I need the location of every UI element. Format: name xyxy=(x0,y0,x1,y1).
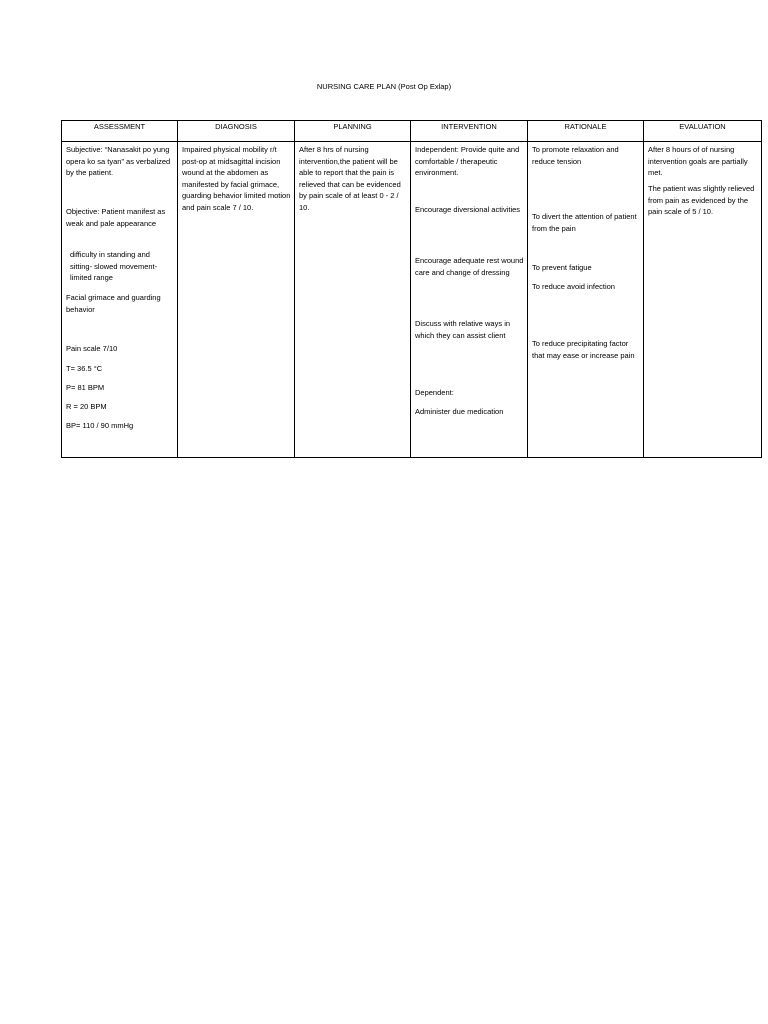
header-diagnosis: DIAGNOSIS xyxy=(178,121,295,142)
rationale-divert: To divert the attention of patient from the pain xyxy=(532,212,637,233)
blood-pressure-vital: BP= 110 / 90 mmHg xyxy=(66,421,134,430)
rationale-cell xyxy=(528,142,644,458)
temperature-vital: T= 36.5 °C xyxy=(66,364,103,373)
relative-intervention: Discuss with relative ways in which they can assist client xyxy=(415,319,511,340)
grimace-note: Facial grimace and guarding behavior xyxy=(66,293,161,314)
header-rationale: RATIONALE xyxy=(528,121,644,142)
dependent-label: Dependent: xyxy=(415,388,454,397)
rationale-precipitating: To reduce precipitating factor that may ease or increase pain xyxy=(532,339,635,360)
planning-text: After 8 hrs of nursing intervention,the patient will be able to report that the pain is relieved that can be evidenced by pain scale of at least 0 - 2 / 10. xyxy=(299,145,401,212)
evaluation-goals: After 8 hours of of nursing intervention goals are partially met. xyxy=(648,145,748,178)
rest-intervention: Encourage adequate rest wound care and change of dressing xyxy=(415,256,524,277)
independent-intervention: Independent: Provide quite and comfortable / therapeutic environment. xyxy=(415,145,520,178)
planning-cell xyxy=(295,142,411,458)
header-planning: PLANNING xyxy=(295,121,411,142)
nursing-care-plan-table xyxy=(61,120,762,458)
diagnosis-text: Impaired physical mobility r/t post-op at midsagittal incision wound at the abdomen as manifested by facial grimace, guarding behavior limited motion and pain scale 7 / 10. xyxy=(182,145,291,212)
pulse-vital: P= 81 BPM xyxy=(66,383,105,392)
rationale-infection: To reduce avoid infection xyxy=(532,282,615,291)
assessment-cell xyxy=(62,142,178,458)
pain-scale: Pain scale 7/10 xyxy=(66,344,118,353)
evaluation-relief: The patient was slightly relieved from pain as evidenced by the pain scale of 5 / 10. xyxy=(648,184,755,217)
care-plan-row xyxy=(62,142,762,458)
difficulty-note: difficulty in standing and sitting- slowed movement- limited range xyxy=(70,250,158,283)
objective-data: Objective: Patient manifest as weak and pale appearance xyxy=(66,207,166,228)
header-row xyxy=(62,121,762,142)
medication-intervention: Administer due medication xyxy=(415,407,504,416)
diagnosis-cell xyxy=(178,142,295,458)
header-assessment: ASSESSMENT xyxy=(62,121,178,142)
header-intervention: INTERVENTION xyxy=(411,121,528,142)
document-title: NURSING CARE PLAN (Post Op Exlap) xyxy=(316,82,452,91)
respiration-vital: R = 20 BPM xyxy=(66,402,107,411)
rationale-relaxation: To promote relaxation and reduce tension xyxy=(532,145,619,166)
header-evaluation: EVALUATION xyxy=(644,121,762,142)
rationale-fatigue: To prevent fatigue xyxy=(532,263,592,272)
diversional-intervention: Encourage diversional activities xyxy=(415,205,521,214)
subjective-data: Subjective: “Nanasakit po yung opera ko sa tyan” as verbalized by the patient. xyxy=(66,145,171,178)
evaluation-cell xyxy=(644,142,762,458)
intervention-cell xyxy=(411,142,528,458)
